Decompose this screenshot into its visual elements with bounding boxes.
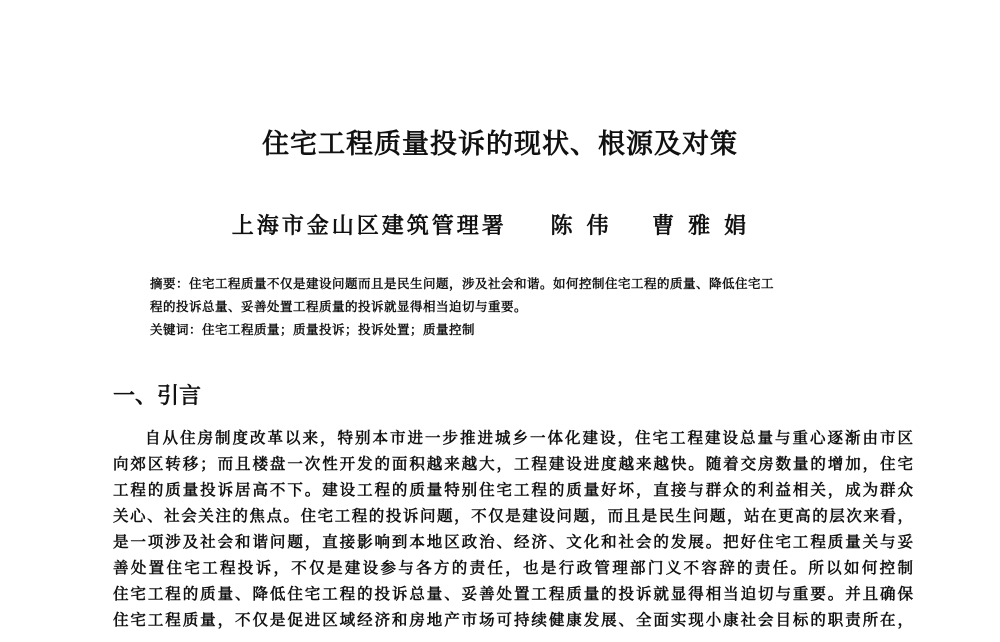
body-line: 向郊区转移；而且楼盘一次性开发的面积越来越大，工程建设进度越来越快。随着交房数量的增加，住宅 [113,454,913,473]
abstract-text-line2: 程的投诉总量、妥善处置工程质量的投诉就显得相当迫切与重要。 [150,299,528,314]
author-line [0,208,1000,244]
abstract-paragraph-cont [150,295,885,318]
body-line: 关心、社会关注的焦点。住宅工程的投诉问题，不仅是建设问题，而且是民生问题，站在更高的层次来看， [113,506,913,525]
abstract-block [150,272,885,341]
author-name: 陈伟 [550,213,623,239]
keywords-paragraph [150,318,885,341]
body-line: 住宅工程质量，不仅是促进区域经济和房地产市场可持续健康发展、全面实现小康社会目标的职责所在， [113,610,913,629]
body-line: 住宅工程的质量、降低住宅工程的投诉总量、妥善处置工程质量的投诉就显得相当迫切与重要。并且确保 [113,584,913,603]
keywords-label: 关键词： [150,322,203,337]
abstract-label: 摘要： [150,276,190,291]
author-affiliation: 上海市金山区建筑管理署 [231,213,507,239]
section-body [113,425,913,633]
author-name: 曹雅娟 [652,213,761,239]
abstract-text-line1: 住宅工程质量不仅是建设问题而且是民生问题，涉及社会和谐。如何控制住宅工程的质量、降低住宅工 [189,276,775,291]
section-heading: 一、引言 [113,384,202,409]
body-line: 是一项涉及社会和谐问题，直接影响到本地区政治、经济、文化和社会的发展。把好住宅工程质量关与妥 [113,532,913,551]
paper-title: 住宅工程质量投诉的现状、根源及对策 [262,129,738,160]
body-line: 工程的质量投诉居高不下。建设工程的质量特别住宅工程的质量好坏，直接与群众的利益相关，成为群众 [113,480,913,499]
abstract-paragraph [150,272,885,295]
keywords-text: 住宅工程质量；质量投诉；投诉处置；质量控制 [202,322,476,337]
body-line: 善处置住宅工程投诉，不仅是建设参与各方的责任，也是行政管理部门义不容辞的责任。所以如何控制 [113,558,913,577]
body-line: 自从住房制度改革以来，特别本市进一步推进城乡一体化建设，住宅工程建设总量与重心逐渐由市区 [145,428,913,447]
